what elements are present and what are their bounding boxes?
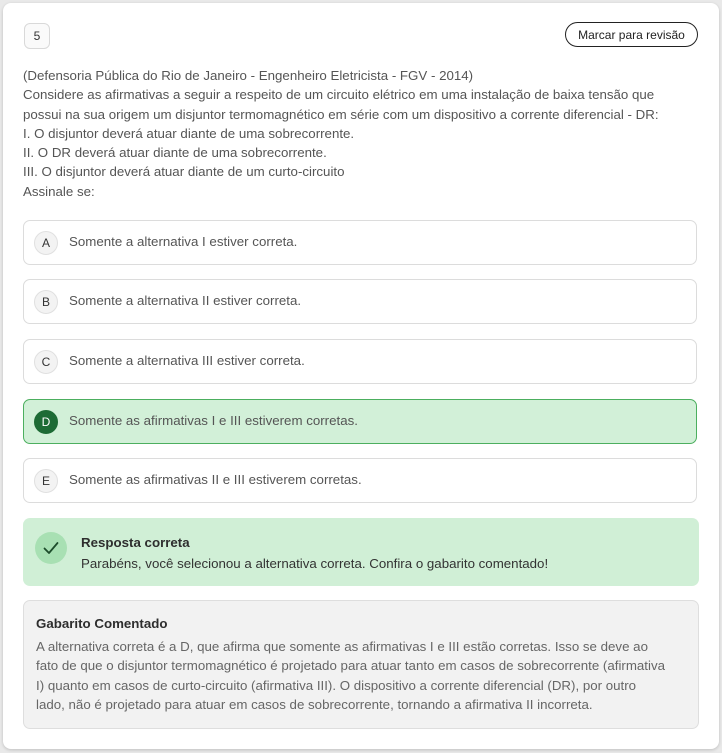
- commentary-line: lado, não é projetado para atuar em casos de sobrecorrente, tornando a afirmativa II incorreta.: [36, 696, 593, 712]
- option-letter: E: [34, 469, 58, 493]
- option-c[interactable]: [23, 339, 697, 384]
- statement-line: (Defensoria Pública do Rio de Janeiro - Engenheiro Eletricista - FGV - 2014): [23, 68, 474, 83]
- statement-line: Considere as afirmativas a seguir a respeito de um circuito elétrico em uma instalação de baixa tensão que: [23, 87, 655, 103]
- question-statement: [23, 66, 698, 201]
- statement-line: possui na sua origem um disjuntor termomagnético em série com um dispositivo a corrente diferencial - DR:: [23, 106, 659, 122]
- question-number: 5: [24, 23, 50, 49]
- option-letter: D: [34, 410, 58, 434]
- commentary-line: fato de que o disjuntor termomagnético é projetado para atuar tanto em casos de sobrecorrente (afirmativa: [36, 658, 665, 674]
- feedback-message: Parabéns, você selecionou a alternativa correta. Confira o gabarito comentado!: [81, 556, 549, 571]
- option-b[interactable]: [23, 279, 697, 324]
- option-text: Somente as afirmativas I e III estiverem corretas.: [69, 413, 358, 428]
- correct-answer-banner: [23, 518, 699, 586]
- commentary-line: I) quanto em casos de curto-circuito (afirmativa III). O dispositivo a corrente diferencial (DR), por outro: [36, 677, 637, 693]
- option-text: Somente a alternativa II estiver correta.: [69, 293, 302, 308]
- option-letter: C: [34, 350, 58, 374]
- mark-for-review-button[interactable]: Marcar para revisão: [565, 22, 698, 47]
- option-a[interactable]: [23, 220, 697, 265]
- check-icon: [35, 532, 67, 564]
- option-d[interactable]: [23, 399, 697, 444]
- commentary-line: A alternativa correta é a D, que afirma que somente as afirmativas I e III estão corretas. Isso se deve ao: [36, 639, 648, 654]
- option-e[interactable]: [23, 458, 697, 503]
- statement-line: Assinale se:: [23, 183, 95, 199]
- statement-line: III. O disjuntor deverá atuar diante de um curto-circuito: [23, 164, 345, 180]
- commentary-title: Gabarito Comentado: [36, 616, 168, 631]
- option-letter: B: [34, 290, 58, 314]
- option-letter: A: [34, 231, 58, 255]
- statement-line: I. O disjuntor deverá atuar diante de uma sobrecorrente.: [23, 125, 355, 141]
- answer-commentary: [23, 600, 699, 729]
- feedback-title: Resposta correta: [81, 535, 190, 550]
- option-text: Somente as afirmativas II e III estiverem corretas.: [69, 472, 362, 487]
- option-text: Somente a alternativa III estiver correta.: [69, 353, 305, 368]
- question-card: [3, 3, 719, 749]
- option-text: Somente a alternativa I estiver correta.: [69, 234, 298, 249]
- statement-line: II. O DR deverá atuar diante de uma sobrecorrente.: [23, 145, 327, 161]
- commentary-body: [36, 637, 691, 714]
